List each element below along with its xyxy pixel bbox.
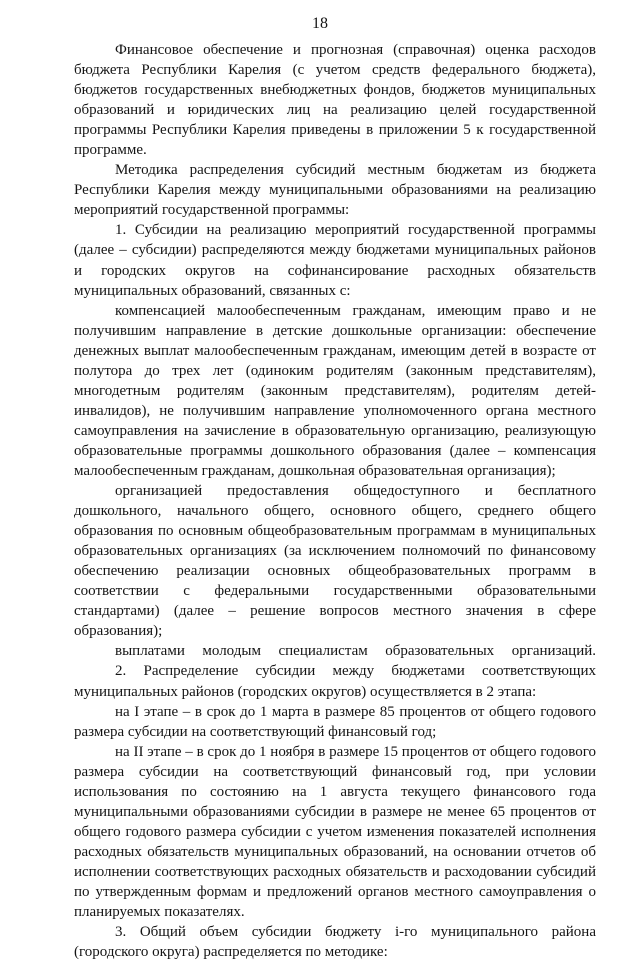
- paragraph-financing: Финансовое обеспечение и прогнозная (справочная) оценка расходов бюджета Республики Карелия (с учетом средств федерального бюджета), бюджетов государственных внебюджетных фондов, бюджетов муниципальных образований и юридических лиц на реализацию целей государственной программы Республики Карелия приведены в приложении 5 к государственной программе.: [74, 42, 596, 159]
- paragraph-compensation: компенсацией малообеспеченным гражданам, имеющим право и не получившим направление в детские дошкольные организации: обеспечение денежных выплат малообеспеченным гражданам, имеющим детей в возрасте от полутора до трех лет (одиноким родителям (законным представителям), многодетным родителям (законным представителям), родителям детей-инвалидов), не получившим направление уполномоченного органа местного самоуправления на зачисление в образовательную организацию, реализующую образовательные программы дошкольного образования (далее – компенсация малообеспеченным гражданам, дошкольная образовательная организация);: [74, 302, 596, 479]
- paragraph-young-specialists: выплатами молодым специалистам образовательных организаций.: [115, 643, 596, 660]
- paragraph-clause-1: 1. Субсидии на реализацию мероприятий государственной программы (далее – субсидии) распределяются между бюджетами муниципальных районов и городских округов на софинансирование расходных обязательств муниципальных образований, связанных с:: [74, 222, 596, 299]
- paragraph-stage-1: на I этапе – в срок до 1 марта в размере 85 процентов от общего годового размера субсидии на соответствующий финансовый год;: [74, 703, 596, 740]
- paragraph-methodology: Методика распределения субсидий местным бюджетам из бюджета Республики Карелия между муниципальными образованиями на реализацию мероприятий государственной программы:: [74, 162, 596, 219]
- paragraph-clause-3: 3. Общий объем субсидии бюджету i-го муниципального района (городского округа) распределяется по методике:: [74, 924, 596, 961]
- page-number: 18: [312, 15, 328, 32]
- paragraph-stage-2: на II этапе – в срок до 1 ноября в размере 15 процентов от общего годового размера субсидии на соответствующий финансовый год, при условии использования по состоянию на 1 августа текущего финансового года муниципальными образованиями субсидии в размере не менее 65 процентов от общего годового размера субсидии с учетом изменения показателей исполнения расходных обязательств муниципальных образований, на основании отчетов об исполнении соответствующих расходных обязательств и расходовании субсидий по утвержденным формам и предложений органов местного самоуправления о планируемых показателях.: [74, 743, 596, 921]
- document-body: [74, 40, 596, 962]
- paragraph-education-organization: организацией предоставления общедоступного и бесплатного дошкольного, начального общего, основного общего, среднего общего образования по основным общеобразовательным программам в муниципальных образовательных организациях (за исключением полномочий по финансовому обеспечению реализации основных общеобразовательных программ в соответствии с федеральными государственными образовательными стандартами) (далее – решение вопросов местного значения в сфере образования);: [74, 483, 596, 640]
- paragraph-clause-2: 2. Распределение субсидии между бюджетами соответствующих муниципальных районов (городских округов) осуществляется в 2 этапа:: [74, 663, 596, 700]
